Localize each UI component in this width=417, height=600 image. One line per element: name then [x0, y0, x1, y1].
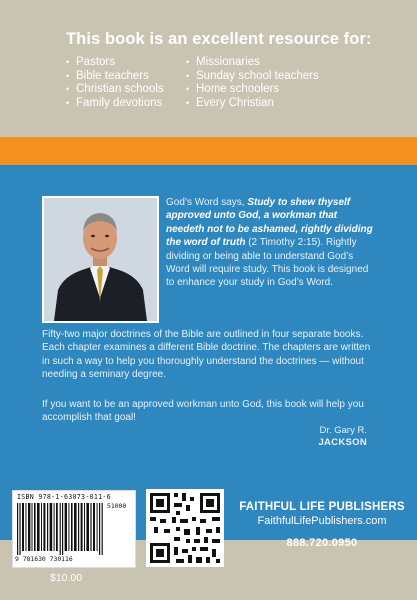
publisher-phone: 888.720.0950 — [286, 537, 358, 549]
publisher-info — [237, 501, 407, 549]
author-title: Dr. Gary R. — [319, 425, 367, 436]
barcode-supplement: 51000 — [107, 502, 127, 510]
isbn-barcode — [12, 490, 136, 568]
audience-item: • Bible teachers — [66, 69, 149, 82]
audience-item: • Christian schools — [66, 83, 164, 96]
orange-accent-bar — [0, 137, 417, 165]
audience-list-left — [66, 56, 164, 110]
audience-item: • Family devotions — [66, 96, 163, 109]
isbn-label: ISBN 978-1-63073-011-6 — [17, 493, 111, 501]
publisher-name: FAITHFUL LIFE PUBLISHERS — [239, 501, 405, 513]
author-surname: JACKSON — [318, 437, 367, 449]
intro-paragraph: God’s Word says, Study to shew thyself approved unto God, a workman that needeth not to be ashamed, rightly dividing the word of truth (2 Timothy 2:15). Rightly dividing or being able to understand God’s Word will require study. This book is designed to enhance your study in God’s Word. — [166, 197, 373, 289]
audience-item: • Pastors — [66, 56, 115, 68]
qr-code — [146, 489, 224, 567]
doctrines-paragraph: Fifty-two major doctrines of the Bible are outlined in four separate books. Each chapter examines a different Bible doctrine. The chapters are written in such a way to help you thoroughly understand the doctrines — without needing a seminary degree. — [42, 329, 371, 381]
publisher-url[interactable]: FaithfulLifePublishers.com — [257, 515, 387, 527]
audience-item: • Sunday school teachers — [186, 69, 319, 82]
audience-list-right — [186, 56, 319, 110]
author-portrait-icon — [44, 198, 157, 321]
qr-code-icon — [146, 489, 224, 567]
audience-item: • Home schoolers — [186, 83, 280, 96]
barcode-number: 9 781630 730116 — [15, 555, 73, 563]
goal-paragraph: If you want to be an approved workman unto God, this book will help you accomplish that goal! — [42, 399, 364, 424]
barcode-icon — [17, 503, 105, 555]
price-label: $10.00 — [50, 572, 83, 584]
author-signature — [318, 425, 367, 450]
author-photo — [42, 196, 159, 323]
audience-item: • Missionaries — [186, 56, 260, 68]
audience-item: • Every Christian — [186, 96, 274, 109]
resource-heading: This book is an excellent resource for: — [66, 30, 372, 48]
